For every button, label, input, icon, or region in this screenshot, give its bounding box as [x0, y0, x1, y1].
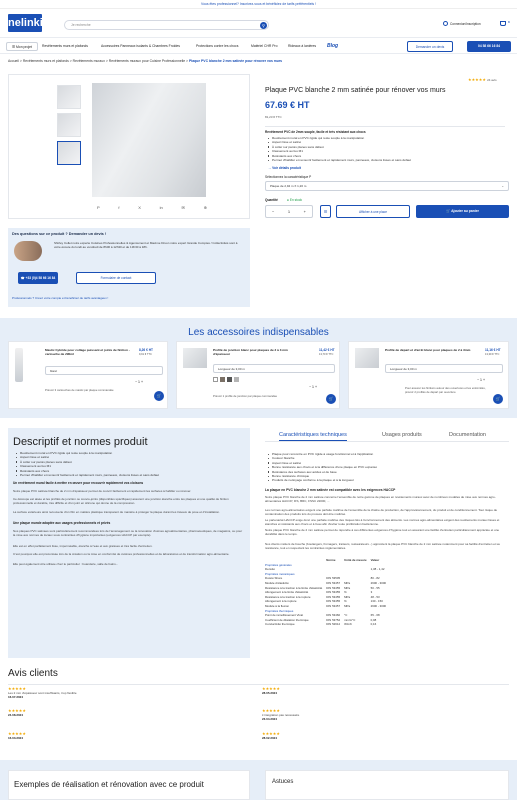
- quantity-stepper[interactable]: [265, 205, 313, 218]
- bullet: Résistance des surfaces aux acides et de base: [268, 470, 508, 474]
- breadcrumb: Accueil > Revêtements murs et plafonds > Revêtements muraux > Revêtements muraux pour Cuisine Professionnelle > Plaque PVC blanche 2 mm satinée pour rénover vos murs: [8, 59, 283, 63]
- qty-value: 1: [287, 209, 291, 214]
- breadcrumb-current: Plaque PVC blanche 2 mm satinée pour rénover vos murs: [188, 59, 283, 63]
- add-to-cart-button[interactable]: 🛒 Ajouter au panier: [416, 205, 509, 218]
- bullet: Résistants aux chocs: [268, 154, 503, 158]
- accessory-select[interactable]: blanc: [45, 366, 163, 375]
- bullet: Produits de nettoyage conforme à la plaque et à la longueur: [268, 478, 508, 482]
- price-ttc: 81,23 € TTC: [265, 115, 282, 119]
- facebook-icon[interactable]: f: [118, 205, 120, 210]
- qty-label: Quantité: [265, 198, 278, 202]
- table-row: Conductivité thermique DIN 52612 W/mK 0,16: [265, 622, 377, 627]
- review-date: 16.03.2024: [8, 736, 24, 740]
- tab-characteristics[interactable]: Caractéristiques techniques: [279, 432, 347, 441]
- bullet: Permet d'habiller et recouvrir facilement et rapidement murs, panneaux, cloisons lisses et sans défaut: [16, 473, 244, 477]
- promo-bar[interactable]: Vous êtes professionnel? Inscrivez-vous et bénéficiez de tarifs préférentiels !: [0, 0, 517, 9]
- table-row: Propriétés générales: [265, 562, 292, 567]
- product-gallery: [8, 74, 250, 219]
- review-text: Les 2 mm d'épaisseur sont insuffisants, trop flexible: [8, 691, 77, 695]
- nav-item-revetements[interactable]: Revêtements murs et plafonds: [42, 44, 88, 48]
- accessory-card: [176, 341, 340, 409]
- nav-item-blog[interactable]: Blog: [327, 43, 339, 49]
- chevron-down-icon: ⌄: [501, 184, 504, 188]
- accessory-name[interactable]: Profilé de départ et d'arrêt blanc pour plaques de 2 à 3mm: [385, 348, 471, 352]
- list-icon[interactable]: ☰: [320, 205, 331, 218]
- call-button[interactable]: [18, 272, 58, 284]
- description-paragraph: Elle peut également être utilisée chez le particulier : buanderie, salle de bains...: [13, 562, 119, 566]
- breadcrumb-item[interactable]: Revêtements murs et plafonds: [22, 59, 69, 63]
- minus-icon[interactable]: −: [272, 209, 275, 214]
- specs-tabs: [265, 430, 509, 442]
- swatch[interactable]: [227, 377, 232, 382]
- review-stars: ★★★★★: [262, 731, 280, 736]
- accessory-qty[interactable]: − 1 +: [477, 378, 486, 382]
- review-date: 23.04.2024: [262, 717, 278, 722]
- accessories-title: Les accessoires indispensables: [188, 327, 329, 338]
- gallery-thumb[interactable]: [57, 85, 81, 109]
- specs-paragraph: Le partenariat HACCP exige donc une parfaite maîtrise des risques liés à l'environnement des aliments. Les normes agro-alimentaires exigent des revêtements muraux lisses et étanches et résistants aux chocs et à l'eau afin d'éviter toute prolifération bactérienne.: [265, 518, 500, 527]
- projects-label: Mon projet: [15, 45, 33, 49]
- product-title: Plaque PVC blanche 2 mm satinée pour rénover vos murs: [265, 87, 446, 94]
- user-icon[interactable]: [443, 21, 448, 26]
- bullet: Aspect lisse et satiné: [16, 455, 244, 459]
- more-icon[interactable]: ⊕: [203, 205, 207, 210]
- accessory-card: [8, 341, 168, 409]
- color-swatches[interactable]: [213, 377, 239, 382]
- description-paragraph: C'est pourquoi elle est préconisée lors de la création ou la mise en conformité de cuisines professionnelles et de laboratoires et de transformation agro-alimentaire.: [13, 552, 230, 556]
- description-paragraph: Elle est en effet parfaitement lisse, imperméable, étanche à l'eau et aux graisses et très facile d'entretien.: [13, 544, 153, 548]
- review-stars: ★★★★★: [8, 731, 26, 736]
- table-row: Propriétés thermiques: [265, 608, 294, 613]
- review-item: [8, 686, 248, 699]
- table-row: Allongement à la rupture DIN 53455 % 130 - 150: [265, 599, 383, 604]
- review-stars: ★★★★★: [262, 686, 280, 691]
- table-row: Densité 1,38 - 1,42: [265, 567, 385, 572]
- x-icon[interactable]: X: [138, 205, 141, 210]
- nav-item-protections[interactable]: Protections contre les chocs: [196, 44, 239, 48]
- gallery-thumb[interactable]: [57, 113, 81, 137]
- account-link[interactable]: Connexion/Inscription: [450, 22, 481, 26]
- divider: [265, 126, 505, 127]
- bullet: À coller sur parois planes sans défaut: [268, 145, 503, 149]
- review-date: 28.02.2024: [262, 736, 278, 740]
- cart-count: 0: [508, 20, 510, 24]
- description-panel: [8, 428, 250, 658]
- realisations-title: Exemples de réalisation et rénovation avec ce produit: [14, 780, 204, 789]
- plus-icon[interactable]: +: [303, 209, 306, 214]
- nav-item-rideaux[interactable]: Rideaux à lanières: [288, 44, 317, 48]
- bullet: Bonne résistance chimique: [268, 474, 508, 478]
- product-details-link[interactable]: → Voir détails produit: [268, 166, 301, 170]
- site-logo[interactable]: nelinkia: [8, 14, 42, 32]
- search-placeholder: Je recherche: [71, 23, 91, 27]
- mail-icon[interactable]: ✉: [181, 205, 185, 210]
- linkedin-icon[interactable]: in: [159, 205, 163, 210]
- reviews-title: Avis clients: [8, 668, 58, 679]
- divider: [8, 684, 509, 685]
- bullet: Couleur blanche: [268, 456, 508, 460]
- description-bullets: [16, 451, 244, 477]
- search-icon[interactable]: ⚲: [260, 22, 267, 29]
- accessory-price: 11,42 € HT: [319, 348, 335, 352]
- specs-paragraph: Notre plaque PVC blanche de 2 mm satinée concerne l'ensemble de notre gamme de plaques en revêtements muraux avec de nombreux modèles de mise aux normes agro-alimentaires HACCP, IFS, BRC, FSSC 22000, ...: [265, 495, 496, 504]
- bullet: Bonne résistance aux chocs et à la différence d'une plaque en PVC expansé: [268, 465, 508, 469]
- nav-item-accessoires[interactable]: Accessoires Panneaux isolants & Chambres Froides: [101, 44, 180, 48]
- breadcrumb-item[interactable]: Accueil: [8, 59, 19, 63]
- quote-button[interactable]: Demander un devis: [407, 41, 453, 52]
- description-paragraph: La surface extérieure ainsi recouverte d'un film en matière plastique transparent de manière à protéger la plaque durant les travaux de pose et d'installation.: [13, 510, 220, 514]
- review-count: 24 avis: [487, 78, 497, 82]
- accessory-price-ttc: 9,91 € TTC: [139, 353, 152, 356]
- variant-select[interactable]: [265, 181, 509, 191]
- accessory-price: 8,26 € HT: [139, 348, 153, 352]
- table-row: Résistance à la traction à la limite d'élasticité DIN 53455 MPa 50 - 55: [265, 585, 380, 590]
- review-item: [262, 731, 502, 740]
- product-bullets: [268, 136, 503, 162]
- contact-title: Des questions sur ce produit ? Demander un devis !: [12, 232, 107, 236]
- experts-avatar: [14, 241, 42, 261]
- variant-label: Sélectionnez la caractéristique P: [265, 175, 312, 179]
- swatch[interactable]: [234, 377, 239, 382]
- table-row: Dureté Shore DIN 53505 80 - 82: [265, 576, 380, 581]
- bullet: Aspect lisse et satiné: [268, 461, 508, 465]
- rating[interactable]: [468, 77, 497, 82]
- main-nav: [0, 37, 517, 54]
- table-row: Coefficient de dilatation thermique DIN 53752 mm/m°C 0,08: [265, 617, 377, 622]
- tips-panel: [265, 770, 509, 800]
- phone-button[interactable]: 04 58 66 16 84: [467, 41, 511, 52]
- bullet: Aspect lisse et satiné: [268, 140, 503, 144]
- tab-documentation[interactable]: Documentation: [449, 432, 486, 438]
- accessory-image[interactable]: [355, 348, 379, 368]
- table-row: Allongement à la limite d'élasticité DIN 53455 % 3: [265, 590, 373, 595]
- nav-item-materiel[interactable]: Matériel CHR Pro: [251, 44, 278, 48]
- description-paragraph: Nos plaques PVC satinées sont particulièrement recommandées lors de l'aménagement ou la rénovation d'usines agroalimentaires, pharmaceutiques, de magasins, ou pour la mise aux normes de locaux sous contraintes d'hygiène importantes (exigences HACCP par exemple).: [13, 529, 243, 538]
- table-header-row: Norme Unité de mesure Valeur: [326, 558, 380, 562]
- realisations-panel: [8, 770, 250, 800]
- contact-text: Shirley Collet notre experte Cuisines Professionnelles & Agencement et Maxime Druon notre expert Grande Comptes / Collectivités sont à votre écoute du lundi au vendredi de 8h00 à 12h30 et de 13h30 à 18h.: [54, 241, 238, 250]
- description-subtitle: Une plaque murale adaptée aux usages professionnels et privés: [13, 521, 111, 525]
- cart-icon[interactable]: [500, 21, 506, 26]
- add-to-list-button[interactable]: Afficher à une place: [336, 205, 410, 218]
- pro-account-link[interactable]: Professionnels ? Créez votre compte et bénéficiez de tarifs avantageux !: [12, 296, 109, 300]
- product-price: 67.69 € HT: [265, 100, 310, 110]
- specs-table: [265, 558, 390, 627]
- review-date: 28.05.2024: [262, 691, 278, 695]
- specs-paragraph: Nos clients métiers de bouche (boulangers, fromagers, traiteurs, restaurateurs...) apprécient la plaque PVC blanche de 2 mm satinée notamment pour sa facilité d'entretien et sa résistance, tout en respectant les contraintes réglementaires.: [265, 542, 500, 551]
- accessory-price-ttc: 13,70 € TTC: [319, 353, 334, 356]
- review-item: [8, 731, 248, 740]
- table-row: Résistance à la traction à la rupture DIN 53455 MPa 48 - 53: [265, 594, 380, 599]
- tab-usages[interactable]: Usages produits: [382, 432, 422, 438]
- accessory-price-ttc: 13,39 € TTC: [485, 353, 500, 356]
- accessory-name[interactable]: Mastic hybride pour collage puissant et joints de finition - cartouche de 290ml: [45, 348, 130, 357]
- review-date: 16.07.2024: [8, 695, 24, 700]
- description-paragraph: Ce découpe est aisée et les profilés de jonction ou couvre-joints (disponibles spécifiques) assurent une jonction étanche entre les plaques et une qualité de finition professionnelle et durable, très difficile et d'un joint en silicone qui donne de la compression.: [13, 497, 229, 506]
- review-text: L'intégration pas nécessaire: [262, 713, 300, 717]
- accessory-cart-button[interactable]: 🛒: [154, 391, 164, 401]
- menu-icon: ☰: [11, 45, 16, 49]
- accessory-qty[interactable]: − 1 +: [135, 380, 144, 384]
- contact-box: [8, 228, 250, 307]
- swatch[interactable]: [220, 377, 225, 382]
- review-item: [262, 708, 502, 721]
- tips-title: Astuces: [272, 779, 294, 785]
- review-stars: ★★★★★: [262, 708, 280, 713]
- pinterest-icon[interactable]: P: [97, 205, 100, 210]
- bullet: Classement au feu M1: [268, 149, 503, 153]
- description-subtitle: Un revêtement mural facile à mettre en œuvre pour recouvrir rapidement vos cloisons: [13, 481, 144, 485]
- accessory-cart-button[interactable]: 🛒: [326, 394, 336, 404]
- accessory-price: 11,16 € HT: [485, 348, 501, 352]
- specs-paragraph: Notre plaque PVC blanche de 2 mm satinée permet de répondre à ces différentes exigences d'hygiène tout en assurant une facilité d'entretien particulièrement appréciée et une durabilité dans le temps.: [265, 528, 500, 537]
- accessory-card: [348, 341, 509, 409]
- search-input[interactable]: [64, 20, 269, 30]
- review-item: [262, 686, 502, 695]
- review-item: [8, 708, 248, 717]
- description-title: Descriptif et normes produit: [13, 436, 148, 448]
- table-row: Point de ramollissement Vicat DIN 53460 °C 65 - 68: [265, 613, 380, 618]
- projects-button[interactable]: [6, 42, 38, 51]
- bullet: À coller sur parois planes sans défaut: [16, 460, 244, 464]
- table-row: Module d'élasticité DIN 53457 MPa 2600 - 3000: [265, 580, 387, 585]
- specs-paragraph: Les normes agro-alimentaires exigent une parfaite maîtrise de l'ensemble de la chaîne de production, de l'approvisionnement, du produit et de conditionnement. Tout risque de contamination des produits lors du process doit être maîtrisé.: [265, 508, 498, 517]
- review-stars: ★★★★★: [8, 708, 26, 713]
- product-main-image[interactable]: [92, 83, 206, 197]
- bullet: Revêtement mural en PVC rigide qui reste souple à la manipulation: [16, 451, 244, 455]
- product-desc-title: Revêtement PVC de 2mm souple, facile et très résistant aux chocs: [265, 130, 366, 134]
- breadcrumb-item[interactable]: Revêtements muraux: [72, 59, 105, 63]
- rating-stars: ★★★★★: [468, 77, 486, 82]
- breadcrumb-item[interactable]: Revêtements muraux pour Cuisine Professionnelle: [108, 59, 186, 63]
- accessory-image[interactable]: [15, 348, 23, 382]
- contact-form-button[interactable]: Formulaire de contact: [76, 272, 156, 284]
- call-label: +33 (0)4 58 66 16 84: [25, 276, 56, 280]
- table-row: Propriétés mécaniques: [265, 571, 295, 576]
- accessory-qty[interactable]: − 1 +: [309, 385, 318, 389]
- variant-value: Plaque de 2,94 m X 1,20 m: [270, 184, 307, 188]
- gallery-thumb[interactable]: [57, 141, 81, 165]
- site-header: [0, 9, 517, 37]
- swatch[interactable]: [213, 377, 218, 382]
- accessory-cart-button[interactable]: 🛒: [493, 394, 503, 404]
- phone-icon: ☎: [20, 276, 25, 280]
- bullet: Permet d'habiller et recouvrir facilement et rapidement murs, panneaux, cloisons lisses et sans défaut: [268, 158, 503, 162]
- bullet: Plaque pour rencontre en PVC rigide à usage fonctionnel et à l'application: [268, 452, 508, 456]
- specs-panel: [265, 430, 509, 660]
- stock-status: ● En stock: [287, 198, 303, 202]
- bullet: Classement au feu M1: [16, 464, 244, 468]
- table-row: Module à la flexion DIN 53457 MPa 2600 - 3000: [265, 603, 387, 608]
- accessory-note: Prévoir 3 cartouches de mastic par plaque commandée: [45, 388, 114, 392]
- bullet: Résistants aux chocs: [16, 469, 244, 473]
- specs-subtitle: La plaque en PVC blanche 2 mm satinée est compatible avec les exigences HACCP: [265, 488, 396, 492]
- accessory-image[interactable]: [183, 348, 207, 368]
- accessory-select[interactable]: Longueur de 3,00 m: [385, 364, 503, 373]
- description-paragraph: Notre plaque PVC satinée blanche de 2 mm d'épaisseur permet de couvrir facilement et rapidement les surfaces à habiller ou rénover.: [13, 489, 192, 493]
- review-stars: ★★★★★: [8, 686, 26, 691]
- cart-icon: 🛒: [446, 209, 451, 213]
- accessory-note: Prévoir 1 profilé de jonction par plaque commandée: [213, 394, 278, 398]
- accessory-select[interactable]: Longueur de 3,00 m: [213, 364, 335, 373]
- specs-bullets: [268, 452, 508, 483]
- review-date: 24.08.2024: [8, 713, 24, 717]
- bullet: Revêtement mural en PVC rigide qui reste souple à la manipulation: [268, 136, 503, 140]
- accessory-name[interactable]: Profilé de jonction blanc pour plaques de 2 à 3 mm d'épaisseur: [213, 348, 288, 357]
- accessory-note: Pour assurer les finitions autour des ouvertures et les extrémités, prévoir 2 profilés de départ par ouverture: [405, 386, 486, 394]
